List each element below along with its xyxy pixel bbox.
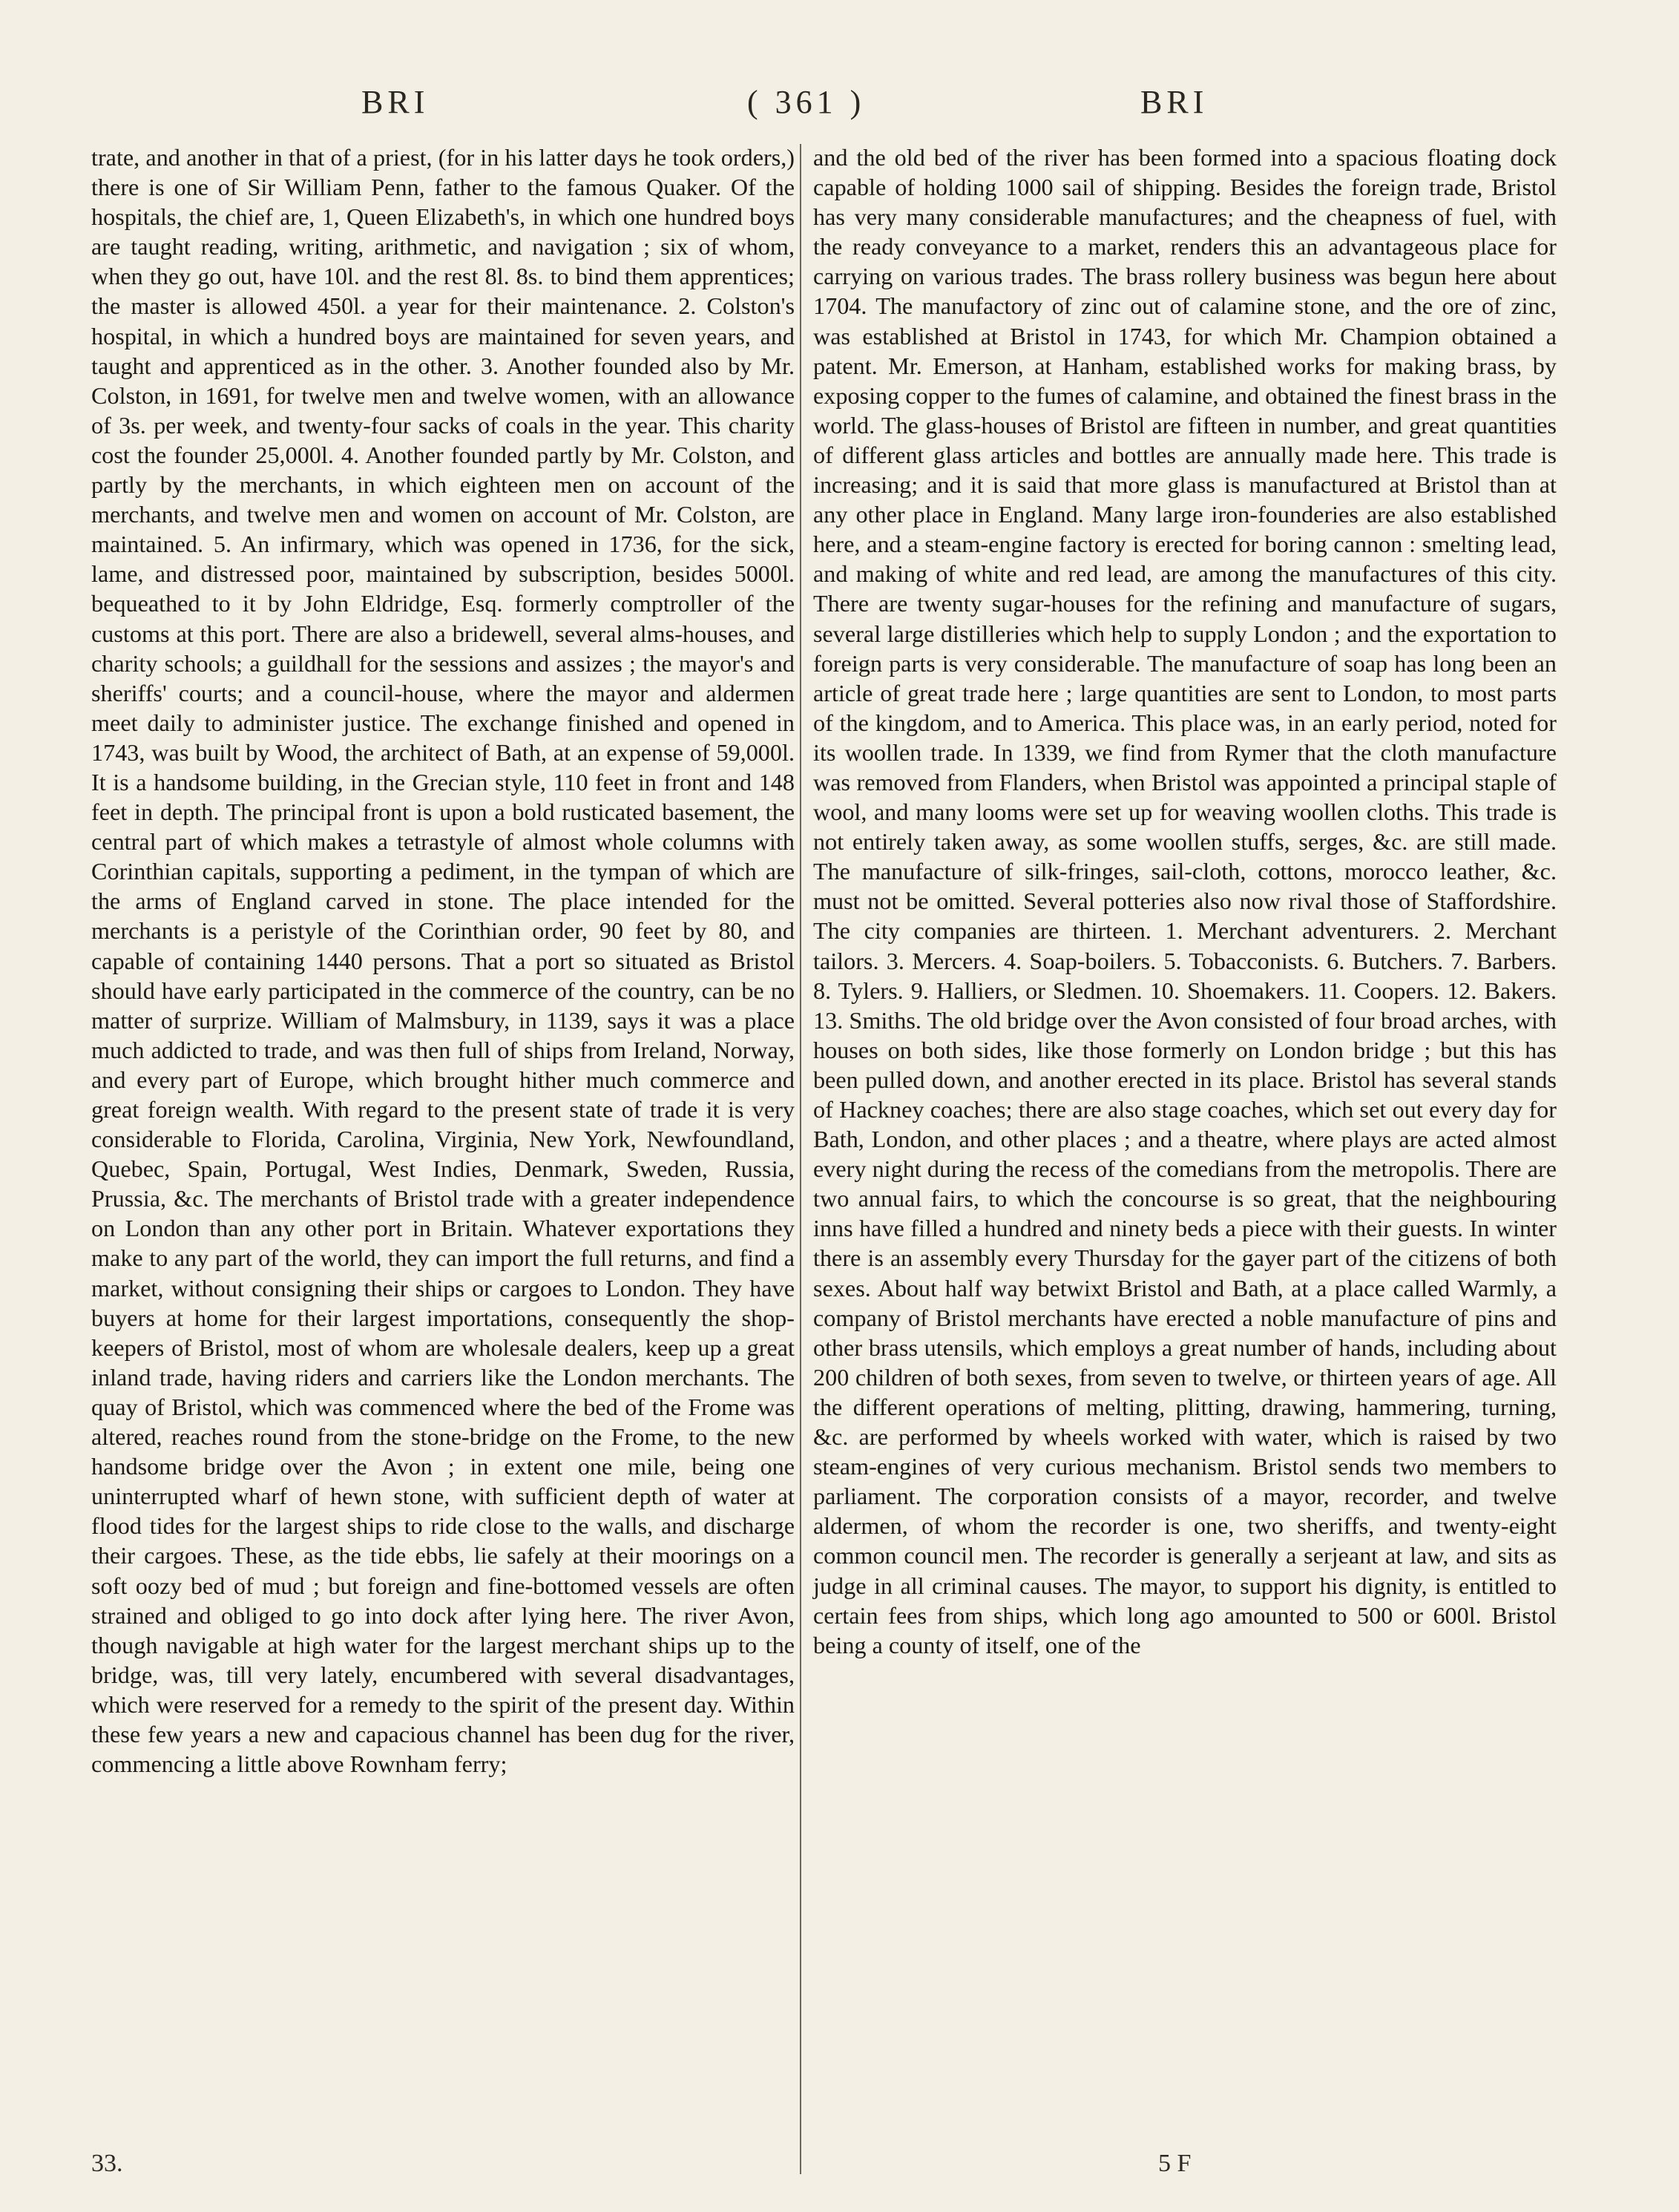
left-column (91, 142, 795, 1779)
footer-signature-mark: 5 F (1158, 2150, 1192, 2177)
running-head-right: BRI (1140, 84, 1209, 120)
column-divider (800, 144, 801, 2174)
page-number: ( 361 ) (747, 84, 866, 120)
right-column-text: and the old bed of the river has been formed into a spacious floating dock capable of holding 1000 sail of shipping. Besides the foreign trade, Bristol has very many considerable manufactures; and the cheapness of fuel, with the ready conveyance to a market, renders this an advantageous place for carrying on various trades. The brass rollery business was begun here about 1704. The manufactory of zinc out of calamine stone, and the ore of zinc, was established at Bristol in 1743, for which Mr. Champion obtained a patent. Mr. Emerson, at Hanham, established works for making brass, by exposing copper to the fumes of calamine, and obtained the finest brass in the world. The glass-houses of Bristol are fifteen in number, and great quantities of different glass articles and bottles are annually made here. This trade is increasing; and it is said that more glass is manufactured at Bristol than at any other place in England. Many large iron-founderies are also established here, and a steam-engine factory is erected for boring cannon : smelting lead, and making of white and red lead, are among the manufactures of this city. There are twenty sugar-houses for the refining and manufacture of sugars, several large distilleries which help to supply London ; and the exportation to foreign parts is very considerable. The manufacture of soap has long been an article of great trade here ; large quantities are sent to London, to most parts of the kingdom, and to America. This place was, in an early period, noted for its woollen trade. In 1339, we find from Rymer that the cloth manufacture was removed from Flanders, when Bristol was appointed a principal staple of wool, and many looms were set up for weaving woollen cloths. This trade is not entirely taken away, as some woollen stuffs, serges, &c. are still made. The manufacture of silk-fringes, sail-cloth, cottons, morocco leather, &c. must not be omitted. Several potteries also now rival those of Staffordshire. The city companies are thirteen. 1. Merchant adventurers. 2. Merchant tailors. 3. Mercers. 4. Soap-boilers. 5. Tobacconists. 6. Butchers. 7. Barbers. 8. Tylers. 9. Halliers, or Sledmen. 10. Shoemakers. 11. Coopers. 12. Bakers. 13. Smiths. The old bridge over the Avon consisted of four broad arches, with houses on both sides, like those formerly on London bridge ; but this has been pulled down, and another erected in its place. Bristol has several stands of Hackney coaches; there are also stage coaches, which set out every day for Bath, London, and other places ; and a theatre, where plays are acted almost every night during the recess of the comedians from the metropolis. There are two annual fairs, to which the concourse is so great, that the neighbouring inns have filled a hundred and ninety beds a piece with their guests. In winter there is an assembly every Thursday for the gayer part of the citizens of both sexes. About half way betwixt Bristol and Bath, at a place called Warmly, a company of Bristol merchants have erected a noble manufacture of pins and other brass utensils, which employs a great number of hands, including about 200 children of both sexes, from seven to twelve, or thirteen years of age. All the different operations of melting, plitting, drawing, hammering, turning, &c. are performed by wheels worked with water, which is raised by two steam-engines of very curious mechanism. Bristol sends two members to parliament. The corporation consists of a mayor, recorder, and twelve aldermen, of whom the recorder is one, two sheriffs, and twenty-eight common council men. The recorder is generally a serjeant at law, and sits as judge in all criminal causes. The mayor, to support his dignity, is entitled to certain fees from ships, which long ago amounted to 500 or 600l. Bristol being a county of itself, one of the (813, 144, 1557, 1658)
right-column (813, 142, 1557, 1660)
running-head-left: BRI (361, 84, 430, 120)
left-column-text: trate, and another in that of a priest, (for in his latter days he took orders,) there is one of Sir William Penn, father to the famous Quaker. Of the hospitals, the chief are, 1, Queen Elizabeth's, in which one hundred boys are taught reading, writing, arithmetic, and navigation ; six of whom, when they go out, have 10l. and the rest 8l. 8s. to bind them apprentices; the master is allowed 450l. a year for their maintenance. 2. Colston's hospital, in which a hundred boys are maintained for seven years, and taught and apprenticed as in the other. 3. Another founded also by Mr. Colston, in 1691, for twelve men and twelve women, with an allowance of 3s. per week, and twenty-four sacks of coals in the year. This charity cost the founder 25,000l. 4. Another founded partly by Mr. Colston, and partly by the merchants, in which eighteen men on account of the merchants, and twelve men and women on account of Mr. Colston, are maintained. 5. An infirmary, which was opened in 1736, for the sick, lame, and distressed poor, maintained by subscription, besides 5000l. bequeathed to it by John Eldridge, Esq. formerly comptroller of the customs at this port. There are also a bridewell, several alms-houses, and charity schools; a guildhall for the sessions and assizes ; the mayor's and sheriffs' courts; and a council-house, where the mayor and aldermen meet daily to administer justice. The exchange finished and opened in 1743, was built by Wood, the architect of Bath, at an expense of 59,000l. It is a handsome building, in the Grecian style, 110 feet in front and 148 feet in depth. The principal front is upon a bold rusticated basement, the central part of which makes a tetrastyle of almost whole columns with Corinthian capitals, supporting a pediment, in the tympan of which are the arms of England carved in stone. The place intended for the merchants is a peristyle of the Corinthian order, 90 feet by 80, and capable of containing 1440 persons. That a port so situated as Bristol should have early participated in the commerce of the country, can be no matter of surprize. William of Malmsbury, in 1139, says it was a place much addicted to trade, and was then full of ships from Ireland, Norway, and every part of Europe, which brought hither much commerce and great foreign wealth. With regard to the present state of trade it is very considerable to Florida, Carolina, Virginia, New York, Newfoundland, Quebec, Spain, Portugal, West Indies, Denmark, Sweden, Russia, Prussia, &c. The merchants of Bristol trade with a greater independence on London than any other port in Britain. Whatever exportations they make to any part of the world, they can import the full returns, and find a market, without consigning their ships or cargoes to London. They have buyers at home for their largest importations, consequently the shop-keepers of Bristol, most of whom are wholesale dealers, keep up a great inland trade, having riders and carriers like the London merchants. The quay of Bristol, which was commenced where the bed of the Frome was altered, reaches round from the stone-bridge on the Frome, to the new handsome bridge over the Avon ; in extent one mile, being one uninterrupted wharf of hewn stone, with sufficient depth of water at flood tides for the largest ships to ride close to the walls, and discharge their cargoes. These, as the tide ebbs, lie safely at their moorings on a soft oozy bed of mud ; but foreign and fine-bottomed vessels are often strained and obliged to go into dock after lying here. The river Avon, though navigable at high water for the largest merchant ships up to the bridge, was, till very lately, encumbered with several disadvantages, which were reserved for a remedy to the spirit of the present day. Within these few years a new and capacious channel has been dug for the river, commencing a little above Rownham ferry; (91, 144, 795, 1778)
footer-signature-number: 33. (91, 2150, 123, 2177)
